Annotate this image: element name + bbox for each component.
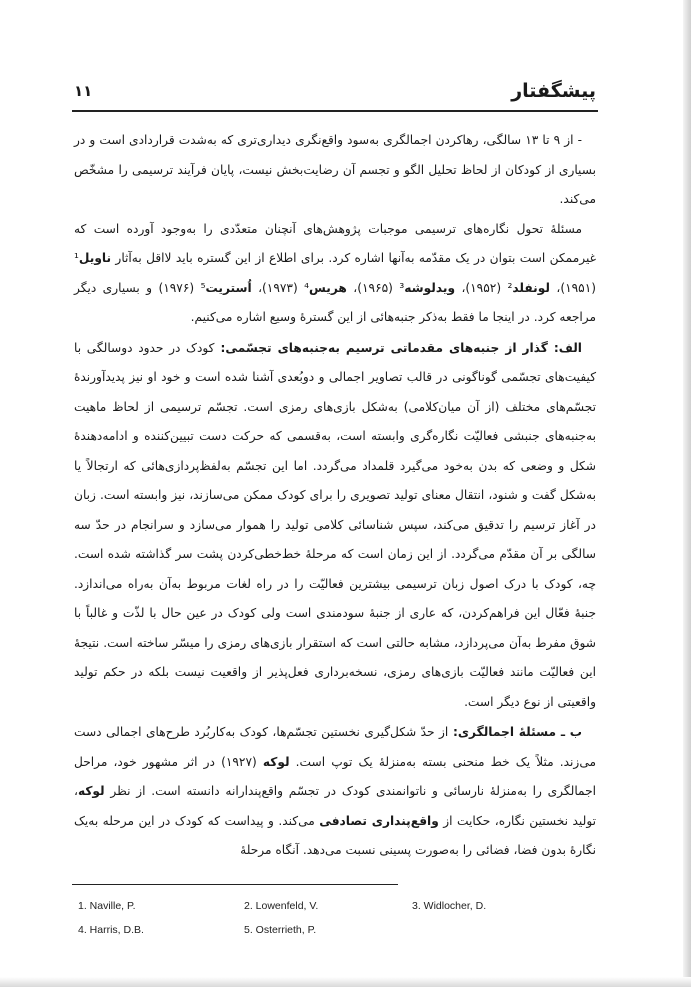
section-paragraph bbox=[74, 718, 596, 866]
body-text bbox=[74, 126, 596, 866]
footnote-row bbox=[78, 900, 598, 924]
bold-term: الف: گذار از جنبه‌های مقدماتی ترسیم به‌جنبه‌های تجسّمی: bbox=[214, 340, 582, 355]
footnote: 3. Widlocher, D. bbox=[412, 900, 487, 912]
text-run: ² (۱۹۵۲)، bbox=[455, 280, 513, 295]
footnote: 2. Lowenfeld, V. bbox=[244, 900, 319, 912]
footnotes bbox=[78, 900, 598, 948]
header-rule bbox=[72, 110, 598, 112]
page-bottom-shadow bbox=[0, 977, 691, 987]
running-header bbox=[74, 78, 596, 112]
section-paragraph bbox=[74, 334, 596, 718]
text-run: کودک در حدود دوسالگی با کیفیت‌های تجسّمی گوناگونی در قالب تصاویر اجمالی و دوبُعدی آشنا شده است و خود او نیز پدیدآورندهٔ تجسّم‌های مختلف (از آن میان‌کلامی) به‌شکل بازی‌های رمزی است. تجسّم ترسیمی از لحاظ ماهیت به‌جنبه‌های جنبشی فعالیّت نگاره‌گری وابسته است، به‌قسمی که حرکت دست تبیین‌کننده و ادامه‌دهندهٔ شکل و وضعی که بدن به‌خود می‌گیرد قلمداد می‌گردد. اما این تجسّم به‌لفظ‌پردازی‌هائی که ارتجالاً یا به‌شکل گفت و شنود، انتقال معنای تولید تصویری را برای کودک ممکن می‌سازند، نیز وابسته است. زبان در آغاز ترسیم را تدقیق می‌کند، سپس شناسائی کلامی تولید را هموار می‌سازد و سرانجام در حدّ سه سالگی بر آن مقدّم می‌گردد. از این زمان است که مرحلهٔ خط‌خطی‌کردن پشت سر گذاشته شده است. چه، کودک با درک اصول زبان ترسیمی بیشترین فعالیّت را در راه لغات مربوط به‌آن به‌راه می‌اندازد. جنبهٔ فعّال این فراهم‌کردن، که عاری از جنبهٔ سودمندی است ولی کودک در عین حال با لذّت و غالباً با شوق مفرط به‌آن می‌پردازد، مشابه حالتی است که استقرار بازی‌های رمزی را میسّر ساخته است. نتیجهٔ این فعالیّت مانند فعالیّت بازی‌های رمزی، نسخه‌برداری فعل‌پذیر از واقعیت نیست بلکه در حکم تولید واقعیتی از نوع دیگر است. bbox=[74, 340, 596, 709]
bold-term: واقع‌پنداری تصادفی bbox=[319, 813, 439, 828]
text-run: از حدّ شکل‌گیری نخستین تجسّم‌ها، کودک به‌کاربُرد طرح‌های اجمالی دست می‌زند. مثلاً یک خط منحنی بسته به‌منزلهٔ یک توپ است. bbox=[74, 725, 597, 769]
bold-term: ویدلوشه bbox=[404, 280, 456, 295]
footnote: 4. Harris, D.B. bbox=[78, 924, 144, 936]
text-run: - از ۹ تا ۱۳ سالگی، رهاکردن اجمالگری به‌سود واقع‌نگری دیداری‌تری که به‌شدت قراردادی است و در بسیاری از کودکان از لحاظ تحلیل الگو و تجسم آن رضایت‌بخش نیست، پایان فرآیند ترسیمی را مشخّص می‌کند. bbox=[74, 133, 596, 206]
paragraph bbox=[74, 215, 596, 333]
page-edge-shadow bbox=[683, 0, 691, 987]
bold-term: ب ـ مسئلهٔ اجمالگری: bbox=[448, 725, 583, 739]
text-run: (۱۹۲۷) در اثر مشهور خود، مراحل اجمالگری را به‌منزلهٔ نارسائی و ناتوانمندی کودک در تجسّم واقع‌پندارانه دانسته است. از نظر bbox=[74, 754, 596, 798]
bold-term: لوکه bbox=[77, 784, 105, 798]
bold-term: لوکه bbox=[262, 754, 290, 769]
bold-term: هریس bbox=[309, 280, 347, 295]
page-number: ۱۱ bbox=[74, 82, 93, 100]
paragraph bbox=[74, 126, 596, 215]
bold-term: لونفلد bbox=[512, 280, 550, 295]
footnote: 1. Naville, P. bbox=[78, 900, 136, 912]
footnote-row bbox=[78, 924, 598, 948]
bold-term: اُستریت bbox=[205, 280, 252, 295]
bold-term: ناویل bbox=[78, 251, 112, 265]
text-run: ⁴ (۱۹۷۳)، bbox=[251, 280, 310, 295]
text-run: مسئلهٔ تحول نگاره‌های ترسیمی موجبات پژوهش‌های آنچنان متعدّدی را به‌وجود آورده است که غیرممکن است بتوان در یک مقدّمه به‌آنها اشاره کرد. برای اطلاع از این گستره باید لااقل به‌آثار bbox=[74, 221, 596, 265]
footnote: 5. Osterrieth, P. bbox=[244, 924, 317, 936]
text-run: ¹ (۱۹۵۱)، bbox=[74, 251, 597, 295]
text-run: ⁵ (۱۹۷۶) و بسیاری دیگر مراجعه کرد. در اینجا ما فقط به‌ذکر جنبه‌هائی از این گسترهٔ وسیع اشاره می‌کنیم. bbox=[74, 280, 596, 324]
text-run: ³ (۱۹۶۵)، bbox=[346, 280, 405, 295]
text-run: ، تولید نخستین نگاره، حکایت از bbox=[74, 784, 597, 828]
chapter-title: پیشگفتار bbox=[511, 80, 596, 102]
footnote-rule bbox=[72, 884, 398, 885]
text-run: می‌کند. و پیداست که کودک در این مرحله به‌یک نگارهٔ بدون فضا، فضائی را به‌صورت پسینی نسبت می‌دهد. آنگاه مرحلهٔ bbox=[74, 813, 596, 857]
